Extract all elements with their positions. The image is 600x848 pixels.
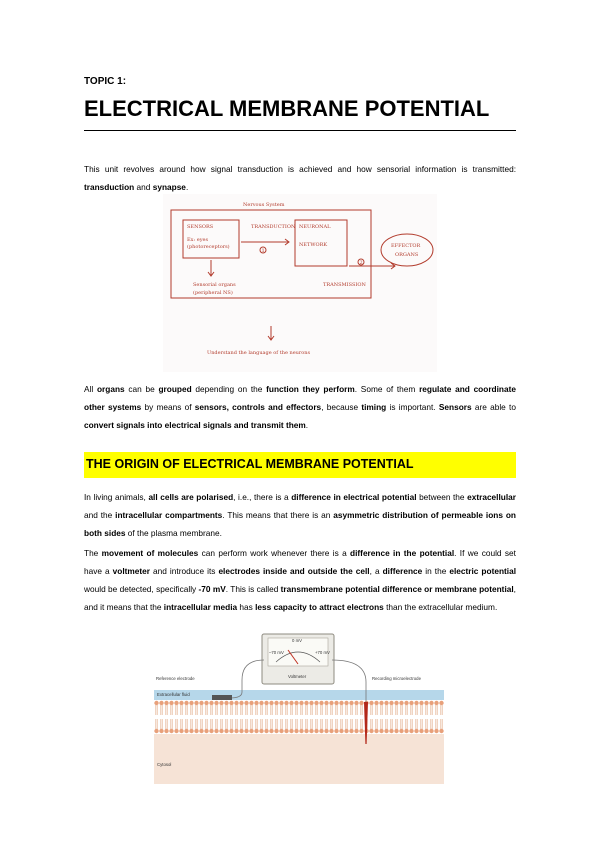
svg-text:TRANSMISSION: TRANSMISSION xyxy=(323,282,366,288)
topic-label: TOPIC 1: xyxy=(84,76,127,87)
intro-paragraph: This unit revolves around how signal transduction is achieved and how sensorial information is transmitted: transduction and synapse. xyxy=(84,164,516,192)
voltmeter-figure xyxy=(154,632,444,784)
recording-microelectrode-label: Recording microelectrode xyxy=(372,676,421,681)
plus-mv-label: +70 mV xyxy=(315,650,330,655)
svg-text:Sensorial organs: Sensorial organs xyxy=(193,282,236,288)
sketch-nervous-system-label: Nervous System xyxy=(243,202,285,208)
polarised-paragraph: In living animals, all cells are polarised, i.e., there is a difference in electrical potential between the extracellular and the intracellular compartments. This means that there is an asymmetric distribution of permeable ions on both sides of the plasma membrane. xyxy=(84,492,516,538)
nervous-system-sketch xyxy=(163,194,437,372)
svg-text:EFFECTOR: EFFECTOR xyxy=(391,243,421,249)
organs-paragraph: All organs can be grouped depending on the function they perform. Some of them regulate and coordinate other systems by means of sensors, controls and effectors, because timing is important. Sensors are able to convert signals into electrical signals and transmit them. xyxy=(84,384,516,430)
zero-mv-label: 0 mV xyxy=(292,638,303,643)
svg-text:NETWORK: NETWORK xyxy=(299,242,328,248)
svg-text:1: 1 xyxy=(261,248,265,254)
reference-electrode-label: Reference electrode xyxy=(156,676,195,681)
svg-text:(photoreceptors): (photoreceptors) xyxy=(187,244,230,250)
membrane-potential-paragraph: The movement of molecules can perform work whenever there is a difference in the potential. If we could set have a voltmeter and introduce its electrodes inside and outside the cell, a difference in the electric potential would be detected, specifically -70 mV. This is called transmembrane potential difference or membrane potential, and it means that the intracellular media has less capacity to attract electrons than the extracellular medium. xyxy=(84,548,517,612)
svg-text:SENSORS: SENSORS xyxy=(187,224,214,230)
section-heading: THE ORIGIN OF ELECTRICAL MEMBRANE POTENTIAL xyxy=(86,457,414,471)
cytosol-label: Cytosol xyxy=(157,762,172,767)
extracellular-fluid-label: Extracellular fluid xyxy=(157,692,190,697)
svg-text:(peripheral NS): (peripheral NS) xyxy=(193,290,233,296)
page-title: ELECTRICAL MEMBRANE POTENTIAL xyxy=(84,96,490,121)
svg-text:TRANSDUCTION: TRANSDUCTION xyxy=(251,224,296,230)
title-underline xyxy=(84,130,516,131)
svg-text:NEURONAL: NEURONAL xyxy=(299,224,331,230)
svg-text:2: 2 xyxy=(359,260,363,266)
svg-text:ORGANS: ORGANS xyxy=(395,252,419,258)
svg-text:Ex: eyes: Ex: eyes xyxy=(187,237,209,243)
svg-text:Understand the language of the: Understand the language of the neurons xyxy=(207,350,311,356)
section-heading-highlight xyxy=(84,452,516,478)
voltmeter-label: Voltmeter xyxy=(288,674,307,679)
minus-mv-label: –70 mV xyxy=(269,650,284,655)
